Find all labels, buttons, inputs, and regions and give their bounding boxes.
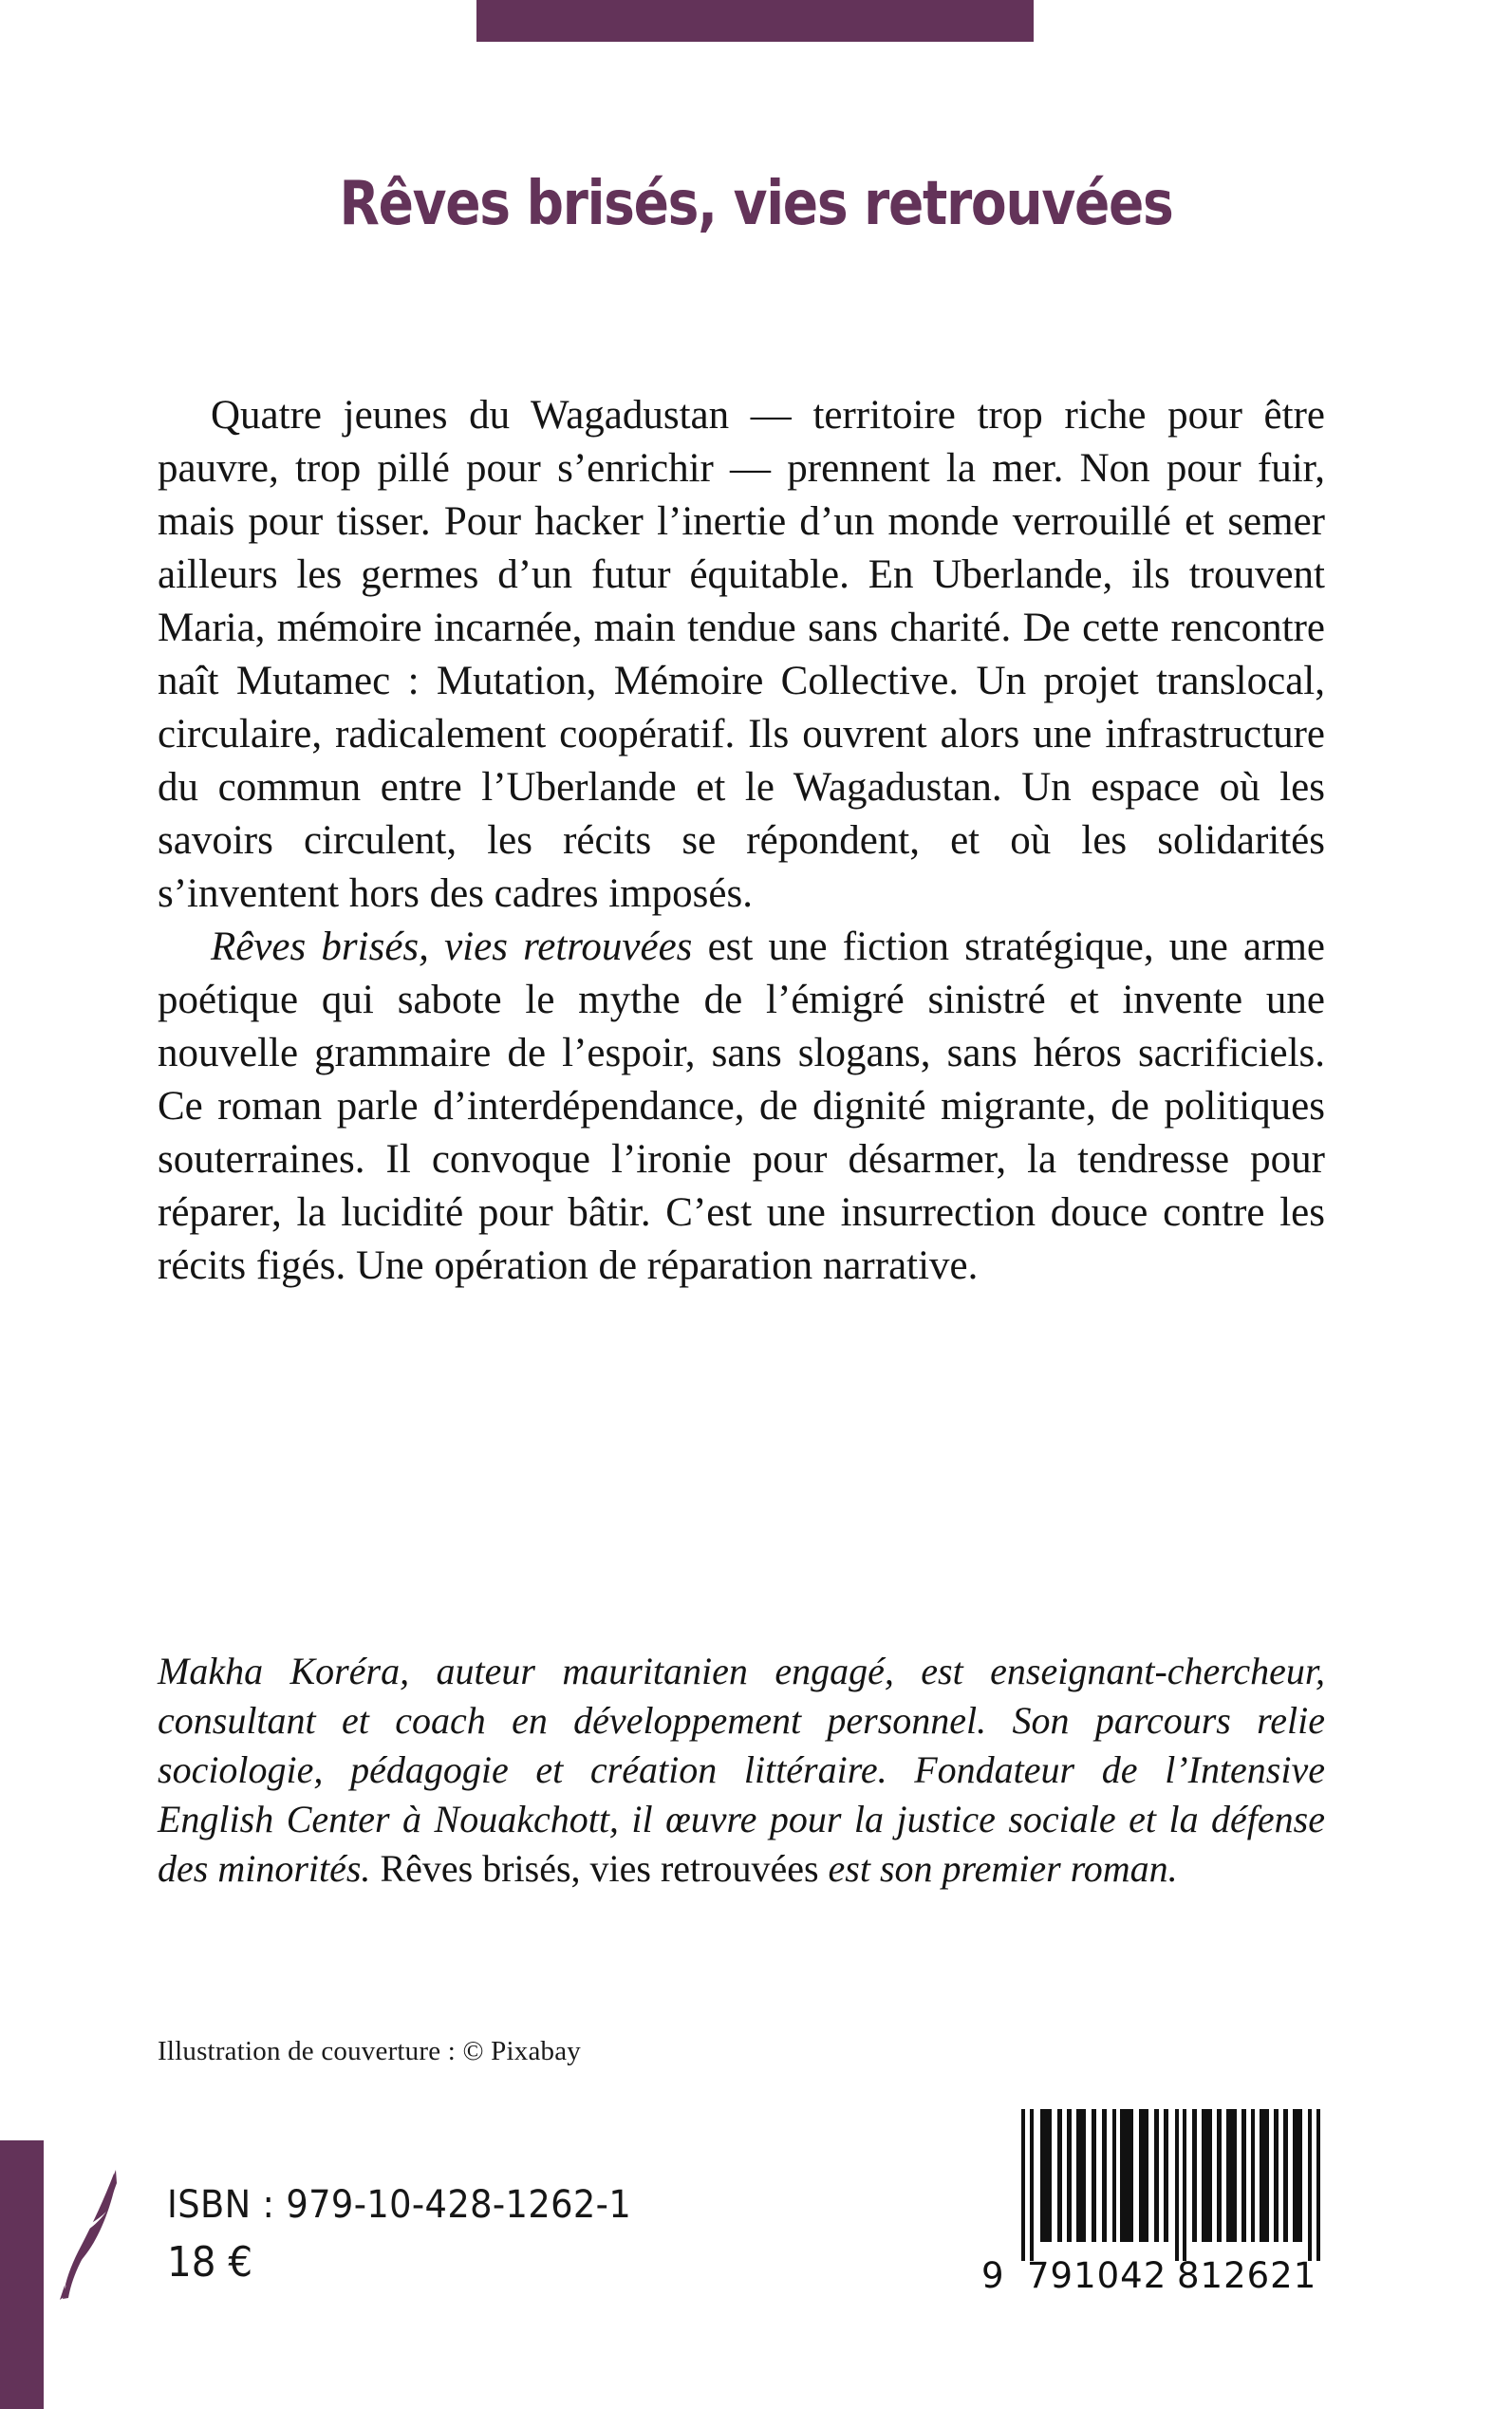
author-bio xyxy=(158,1647,1325,1894)
bio-text-part-1: Makha Koréra, auteur mauritanien engagé, est enseignant-chercheur, consultant et coach en développement personnel. Son parcours relie sociologie, pédagogie et création littéraire. Fondateur de l’Intensive English Center à Nouakchott, il œuvre pour la justice sociale et la défense des minorités. xyxy=(158,1650,1325,1890)
price-label: 18 € xyxy=(167,2238,253,2287)
author-bio-paragraph xyxy=(158,1647,1325,1894)
barcode-digits-right: 812621 xyxy=(1177,2255,1317,2296)
barcode xyxy=(978,2109,1329,2327)
isbn-label: ISBN : 979-10-428-1262-1 xyxy=(167,2183,632,2227)
bio-book-title-roman: Rêves brisés, vies retrouvées xyxy=(380,1847,819,1890)
isbn-price-block xyxy=(167,2183,672,2287)
quill-feather-icon xyxy=(57,2166,123,2301)
barcode-digits-mid: 791042 xyxy=(1027,2255,1167,2296)
barcode-digits xyxy=(978,2251,1329,2299)
blurb-text xyxy=(158,389,1325,1293)
barcode-digit-left: 9 xyxy=(981,2255,1005,2296)
page-title: Rêves brisés, vies retrouvées xyxy=(339,169,1173,239)
blurb-paragraph-1: Quatre jeunes du Wagadustan — territoire trop riche pour être pauvre, trop pillé pour s’enrichir — prennent la mer. Non pour fuir, mais pour tisser. Pour hacker l’inertie d’un monde verrouillé et semer ailleurs les germes d’un futur équitable. En Uberlande, ils trouvent Maria, mémoire incarnée, main tendue sans charité. De cette rencontre naît Mutamec : Mutation, Mémoire Collective. Un projet translocal, circulaire, radicalement coopératif. Ils ouvrent alors une infrastructure du commun entre l’Uberlande et le Wagadustan. Un espace où les savoirs circulent, les récits se répondent, et où les solidarités s’inventent hors des cadres imposés. xyxy=(158,393,1325,916)
blurb-book-title-italic: Rêves brisés, vies retrouvées xyxy=(211,924,693,969)
bio-text-part-3: est son premier roman. xyxy=(818,1847,1178,1890)
blurb-paragraph-2-rest: est une fiction stratégique, une arme poétique qui sabote le mythe de l’émigré sinistré et invente une nouvelle grammaire de l’espoir, sans slogans, sans héros sacrificiels. Ce roman parle d’interdépendance, de dignité migrante, de politiques souterraines. Il convoque l’ironie pour désarmer, la tendresse pour réparer, la lucidité pour bâtir. C’est une insurrection douce contre les récits figés. Une opération de réparation narrative. xyxy=(158,924,1325,1288)
barcode-bars xyxy=(978,2109,1329,2251)
bottom-left-purple-bar xyxy=(0,2140,44,2409)
blurb-paragraph-2 xyxy=(158,921,1325,1293)
illustration-credit: Illustration de couverture : © Pixabay xyxy=(158,2036,581,2066)
top-purple-band xyxy=(476,0,1034,42)
